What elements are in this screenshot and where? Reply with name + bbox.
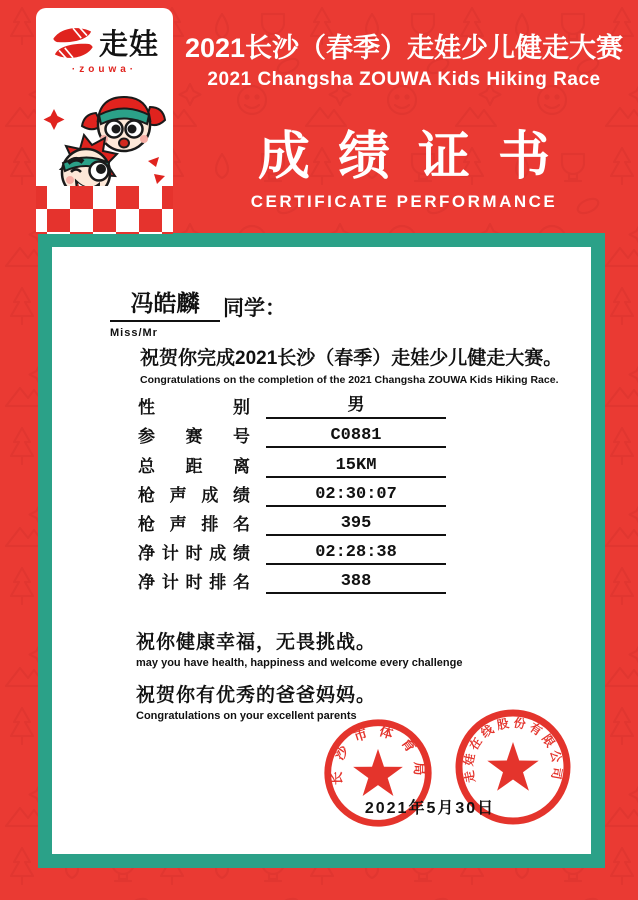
field-label: 净计时成绩 (138, 544, 250, 564)
race-subtitle: 2021 Changsha ZOUWA Kids Hiking Race (207, 69, 601, 90)
field-row-gender (138, 390, 446, 419)
field-row-net-rank (138, 565, 446, 594)
stamp-right-text: 走娃在线股份有限公司 (461, 715, 565, 784)
congrats-block (140, 343, 563, 386)
blessing1-en: may you have health, happiness and welcome every challenge (136, 657, 463, 669)
field-value: 02:28:38 (266, 543, 446, 565)
field-row-bib-number (138, 419, 446, 448)
star-icon (487, 742, 538, 791)
certificate-body (52, 247, 591, 854)
issue-date: 2021年5月30日 (364, 800, 496, 817)
brand-name-cjk: 走娃 (98, 29, 159, 61)
brand-name-en: ·zouwa· (71, 64, 138, 75)
blessing1-cjk: 祝你健康幸福，无畏挑战。 (136, 632, 377, 653)
name-line (110, 285, 286, 322)
field-row-gun-rank (138, 507, 446, 536)
race-title: 2021长沙（春季）走娃少儿健走大赛 (184, 33, 624, 63)
blessing2-cjk: 祝贺你有优秀的爸爸妈妈。 (136, 685, 377, 706)
field-value: 15KM (266, 456, 446, 478)
certificate-frame (38, 233, 605, 868)
name-caption: Miss/Mr (110, 327, 158, 339)
stamp-left-text: 长沙市体育局 (329, 723, 427, 786)
field-row-gun-time (138, 478, 446, 507)
field-label: 枪声成绩 (138, 485, 250, 505)
field-label: 枪声排名 (138, 514, 250, 534)
certificate-title: 成绩证书 (257, 128, 578, 186)
field-value: 388 (266, 572, 446, 594)
congrats-text-en: Congratulations on the completion of the 2021 Changsha ZOUWA Kids Hiking Race. (140, 374, 559, 386)
sparkle-icon (44, 109, 65, 130)
name-block (110, 285, 286, 339)
blessing2-en: Congratulations on your excellent parents (136, 710, 357, 722)
star-icon (353, 749, 403, 796)
triangle-accent-icon (148, 157, 159, 167)
mascots-illustration (36, 77, 173, 203)
result-fields (138, 390, 446, 594)
recipient-name: 冯皓麟 (110, 285, 220, 322)
field-label: 总距离 (138, 456, 250, 476)
congrats-text-cjk: 祝贺你完成2021长沙（春季）走娃少儿健走大赛。 (140, 348, 563, 369)
zouwa-swoosh-logo-icon (50, 24, 96, 62)
field-label: 参赛号 (138, 427, 250, 447)
field-value: C0881 (266, 426, 446, 448)
race-title-row (178, 26, 630, 65)
field-row-total-distance (138, 448, 446, 477)
certificate-subtitle: CERTIFICATE PERFORMANCE (250, 192, 558, 211)
triangle-accent-icon (154, 174, 165, 184)
logo-panel (36, 8, 173, 234)
field-value: 男 (266, 390, 446, 419)
field-label: 净计时排名 (138, 573, 250, 593)
header (178, 26, 630, 212)
field-row-net-time (138, 536, 446, 565)
field-label: 性别 (138, 398, 250, 418)
brand-row (50, 22, 159, 63)
field-value: 395 (266, 514, 446, 536)
field-value: 02:30:07 (266, 485, 446, 507)
checkerboard-strip (36, 186, 173, 234)
name-suffix: 同学： (223, 297, 286, 320)
